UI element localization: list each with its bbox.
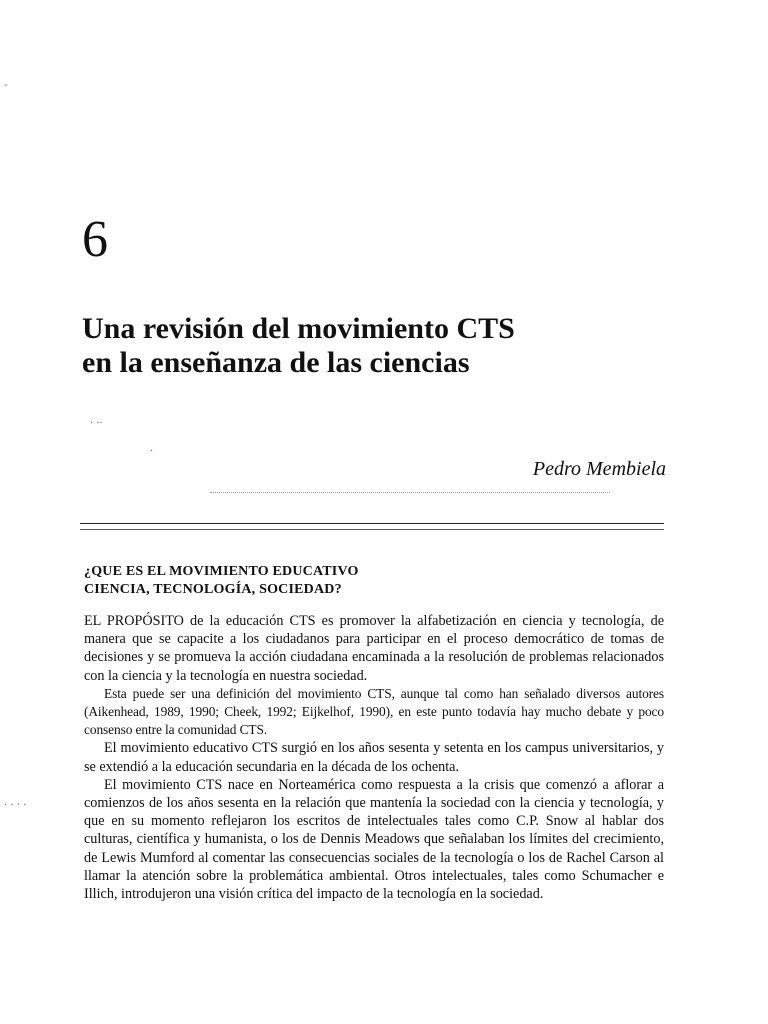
scan-artifact-dot: · <box>150 446 154 457</box>
scan-artifact-dots-margin: · · · · <box>4 800 27 811</box>
scan-artifact-dots: · ·· <box>90 418 103 429</box>
paragraph-4: El movimiento CTS nace en Norteamérica como respuesta a la crisis que comenzó a aflorar a comienzos de los años sesenta en la relación que mantenía la sociedad con la ciencia y tecnología, y que en su momento reflejaron los escritos de intelectuales tales como C.P. Snow al hablar dos culturas, científica y humanista, o los de Dennis Meadows que señalaban los límites del crecimiento, de Lewis Mumford al comentar las consecuencias sociales de la tecnología o los de Rachel Carson al llamar la atención sobre la problemática ambiental. Otros intelectuales, tales como Schumacher e Illich, introdujeron una visión crítica del impacto de la tecnología en la sociedad. <box>84 776 664 903</box>
section-divider-bottom <box>80 529 664 530</box>
paragraph-1 <box>84 612 664 685</box>
author-name: Pedro Membiela <box>532 458 666 480</box>
chapter-title-line-2: en la enseñanza de las ciencias <box>82 346 470 379</box>
scan-dotted-line <box>210 492 610 493</box>
paragraph-1-text: de la educación CTS es promover la alfabetización en ciencia y tecnología, de manera que se capacite a los ciudadanos para participar en el proceso democrático de tomas de decisiones y se promueva la acción ciudadana encaminada a la resolución de problemas relacionados con la ciencia y la tecnología en nuestra sociedad. <box>84 613 665 684</box>
section-heading-line-1: ¿QUE ES EL MOVIMIENTO EDUCATIVO <box>84 564 359 579</box>
section-heading-line-2: CIENCIA, TECNOLOGÍA, SOCIEDAD? <box>84 582 342 597</box>
chapter-title-line-1: Una revisión del movimiento CTS <box>82 312 515 345</box>
scan-artifact-mark: - <box>4 80 8 91</box>
chapter-number: 6 <box>82 211 108 268</box>
chapter-title <box>82 312 702 380</box>
paragraph-2: Esta puede ser una definición del movimiento CTS, aunque tal como han señalado diversos autores (Aikenhead, 1989, 1990; Cheek, 1992; Eijkelhof, 1990), en este punto todavía hay mucho debate y poco consenso entre la comunidad CTS. <box>84 685 664 738</box>
paragraph-1-lead: EL PROPÓSITO <box>84 613 184 629</box>
body-text <box>84 612 664 903</box>
paragraph-3: El movimiento educativo CTS surgió en los años sesenta y setenta en los campus universitarios, y se extendió a la educación secundaria en la década de los ochenta. <box>84 740 664 775</box>
section-divider-top <box>80 523 664 524</box>
section-heading <box>84 563 644 599</box>
